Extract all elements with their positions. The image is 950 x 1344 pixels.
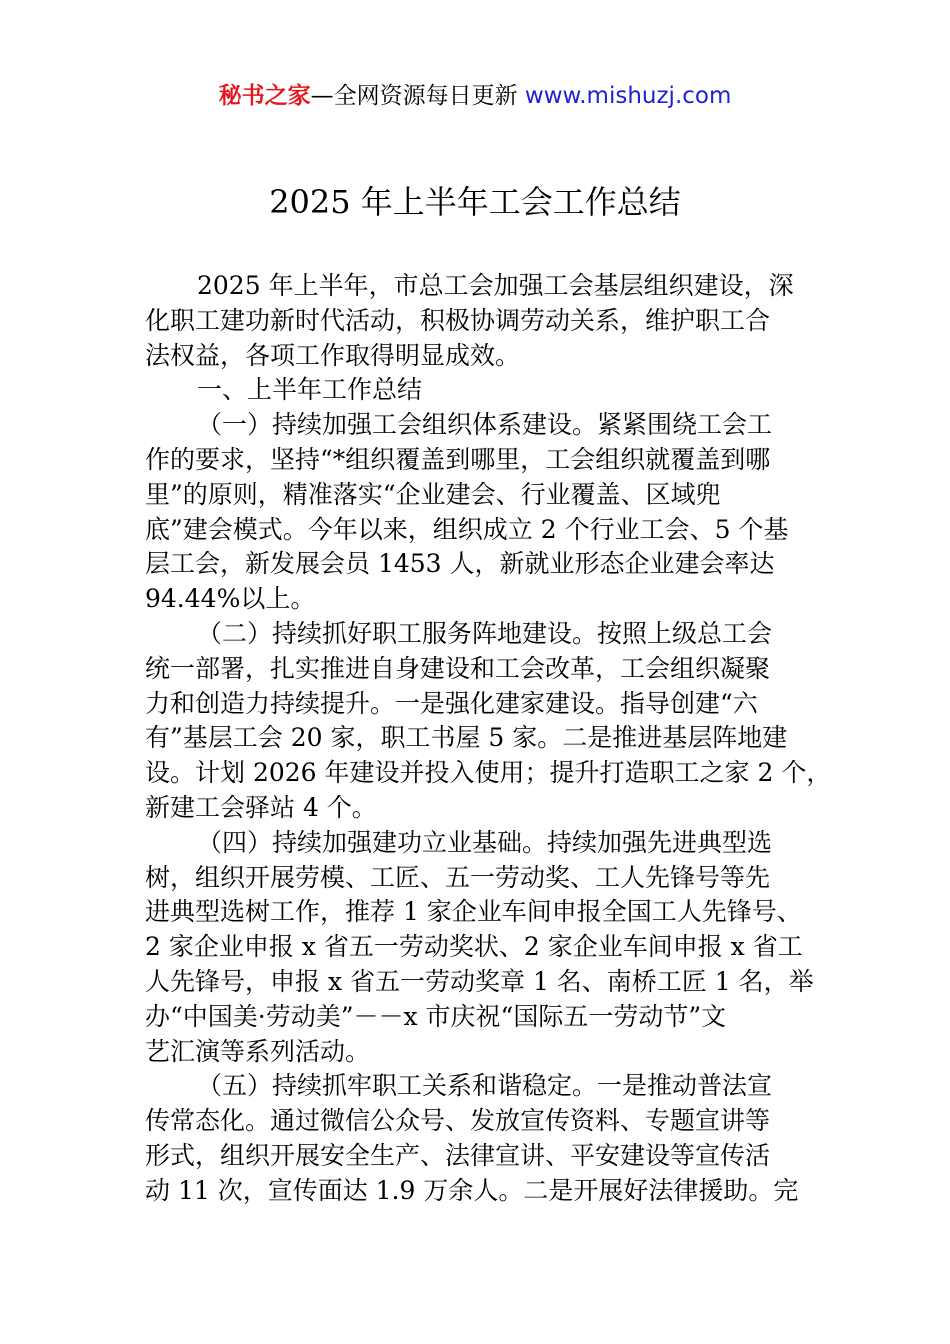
paragraph-line: 形式，组织开展安全生产、法律宣讲、平安建设等宣传活	[145, 1140, 771, 1170]
paragraph-line: 化职工建功新时代活动，积极协调劳动关系，维护职工合	[145, 305, 771, 335]
paragraph-line: 里”的原则，精准落实“企业建会、行业覆盖、区域兜	[145, 479, 721, 509]
paragraph-line: 底”建会模式。今年以来，组织成立 2 个行业工会、5 个基	[145, 514, 789, 544]
paragraph-line: 作的要求，坚持“*组织覆盖到哪里，工会组织就覆盖到哪	[145, 444, 771, 474]
paragraph-line: 办“中国美·劳动美”－－x 市庆祝“国际五一劳动节”文	[145, 1001, 727, 1031]
paragraph-line: 新建工会驿站 4 个。	[145, 792, 377, 822]
site-url-link[interactable]: www.mishuzj.com	[524, 83, 732, 109]
paragraph-line: （四）持续加强建功立业基础。持续加强先进典型选	[197, 827, 773, 857]
paragraph-line: 法权益，各项工作取得明显成效。	[145, 340, 521, 370]
paragraph-line: 动 11 次，宣传面达 1.9 万余人。二是开展好法律援助。完	[145, 1175, 799, 1205]
document-body	[145, 269, 832, 1209]
site-header	[0, 80, 950, 112]
paragraph-line: 统一部署，扎实推进自身建设和工会改革，工会组织凝聚	[145, 653, 771, 683]
document-title: 2025 年上半年工会工作总结	[269, 183, 681, 221]
paragraph-line: 有”基层工会 20 家，职工书屋 5 家。二是推进基层阵地建	[145, 723, 788, 753]
paragraph-line: 进典型选树工作，推荐 1 家企业车间申报全国工人先锋号、	[145, 897, 802, 927]
paragraph-line: 层工会，新发展会员 1453 人，新就业形态企业建会率达	[145, 549, 775, 579]
paragraph-line: 2 家企业申报 x 省五一劳动奖状、2 家企业车间申报 x 省工	[145, 932, 803, 962]
paragraph-line: （一）持续加强工会组织体系建设。紧紧围绕工会工	[197, 410, 773, 440]
paragraph-line: 2025 年上半年，市总工会加强工会基层组织建设，深	[197, 271, 794, 300]
paragraph-line: （五）持续抓牢职工关系和谐稳定。一是推动普法宣	[197, 1071, 773, 1101]
section-heading: 一、上半年工作总结	[197, 375, 423, 405]
paragraph-line: 艺汇演等系列活动。	[145, 1036, 371, 1066]
paragraph-line: （二）持续抓好职工服务阵地建设。按照上级总工会	[197, 618, 773, 648]
paragraph-line: 94.44%以上。	[145, 584, 316, 614]
paragraph-line: 树，组织开展劳模、工匠、五一劳动奖、工人先锋号等先	[145, 862, 771, 892]
paragraph-line: 传常态化。通过微信公众号、发放宣传资料、专题宣讲等	[145, 1106, 771, 1136]
paragraph-line: 力和创造力持续提升。一是强化建家建设。指导创建“六	[145, 688, 758, 718]
paragraph-line: 人先锋号，申报 x 省五一劳动奖章 1 名、南桥工匠 1 名，举	[145, 966, 814, 996]
paragraph-line: 设。计划 2026 年建设并投入使用；提升打造职工之家 2 个，	[145, 758, 832, 788]
site-brand: 秘书之家	[218, 83, 311, 109]
site-slogan: —全网资源每日更新	[310, 83, 518, 109]
